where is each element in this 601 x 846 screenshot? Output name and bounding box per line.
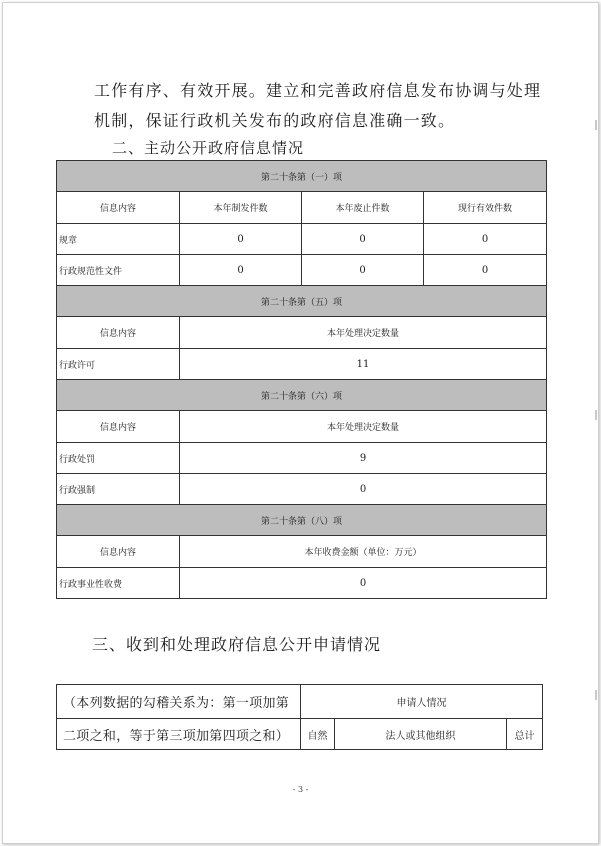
page-number: - 3 - xyxy=(292,785,309,794)
row-label-cell: 行政事业性收费 xyxy=(57,568,180,599)
table-row xyxy=(57,443,547,474)
table-section-row xyxy=(57,380,547,411)
section-title-cell: 第二十条第（八）项 xyxy=(57,505,547,536)
header-cell: 信息内容 xyxy=(57,317,180,349)
value-cell: 9 xyxy=(180,443,547,474)
section-title-cell: 第二十条第（六）项 xyxy=(57,380,547,411)
header-cell: 本年处理决定数量 xyxy=(180,317,547,349)
table-row xyxy=(57,349,547,380)
intro-paragraph-line: 机制，保证行政机关发布的政府信息准确一致。 xyxy=(94,111,456,130)
value-cell: 0 xyxy=(302,224,424,255)
table-header-row xyxy=(57,719,543,750)
value-cell: 0 xyxy=(424,224,547,255)
table-row xyxy=(57,255,547,286)
header-cell: 总计 xyxy=(507,719,543,750)
header-cell: 自然 xyxy=(301,719,335,750)
row-label-cell: 行政强制 xyxy=(57,474,180,505)
value-cell: 0 xyxy=(424,255,547,286)
table-header-row xyxy=(57,317,547,349)
header-cell: 本年收费金额（单位：万元） xyxy=(180,536,547,568)
table-section-row xyxy=(57,505,547,536)
table-row xyxy=(57,224,547,255)
note-cell: 二项之和，等于第三项加第四项之和） xyxy=(57,719,301,750)
value-cell: 0 xyxy=(302,255,424,286)
note-cell: （本列数据的勾稽关系为：第一项加第 xyxy=(57,685,301,719)
header-cell: 法人或其他组织 xyxy=(335,719,507,750)
section-title-cell: 第二十条第（一）项 xyxy=(57,161,547,192)
edge-mark xyxy=(595,690,597,700)
header-cell: 信息内容 xyxy=(57,192,180,224)
proactive-disclosure-table xyxy=(56,160,547,599)
header-cell: 本年废止件数 xyxy=(302,192,424,224)
header-cell: 本年制发件数 xyxy=(180,192,302,224)
table-section-row xyxy=(57,161,547,192)
intro-paragraph-line: 工作有序、有效开展。建立和完善政府信息发布协调与处理 xyxy=(94,81,542,100)
header-cell: 申请人情况 xyxy=(301,685,543,719)
row-label-cell: 行政规范性文件 xyxy=(57,255,180,286)
header-cell: 本年处理决定数量 xyxy=(180,411,547,443)
table-header-row xyxy=(57,192,547,224)
section-heading-3: 三、收到和处理政府信息公开申请情况 xyxy=(92,635,382,654)
value-cell: 0 xyxy=(180,255,302,286)
value-cell: 0 xyxy=(180,474,547,505)
section-heading-2: 二、主动公开政府信息情况 xyxy=(112,139,305,157)
table-header-row xyxy=(57,536,547,568)
row-label-cell: 规章 xyxy=(57,224,180,255)
row-label-cell: 行政处罚 xyxy=(57,443,180,474)
table-header-row xyxy=(57,685,543,719)
header-cell: 信息内容 xyxy=(57,411,180,443)
value-cell: 11 xyxy=(180,349,547,380)
header-cell: 现行有效件数 xyxy=(424,192,547,224)
table-row xyxy=(57,568,547,599)
table-header-row xyxy=(57,411,547,443)
value-cell: 0 xyxy=(180,224,302,255)
table-section-row xyxy=(57,286,547,317)
edge-mark xyxy=(595,410,597,420)
value-cell: 0 xyxy=(180,568,547,599)
header-cell: 信息内容 xyxy=(57,536,180,568)
edge-mark xyxy=(595,120,597,130)
row-label-cell: 行政许可 xyxy=(57,349,180,380)
table-row xyxy=(57,474,547,505)
section-title-cell: 第二十条第（五）项 xyxy=(57,286,547,317)
application-handling-table xyxy=(56,684,543,750)
